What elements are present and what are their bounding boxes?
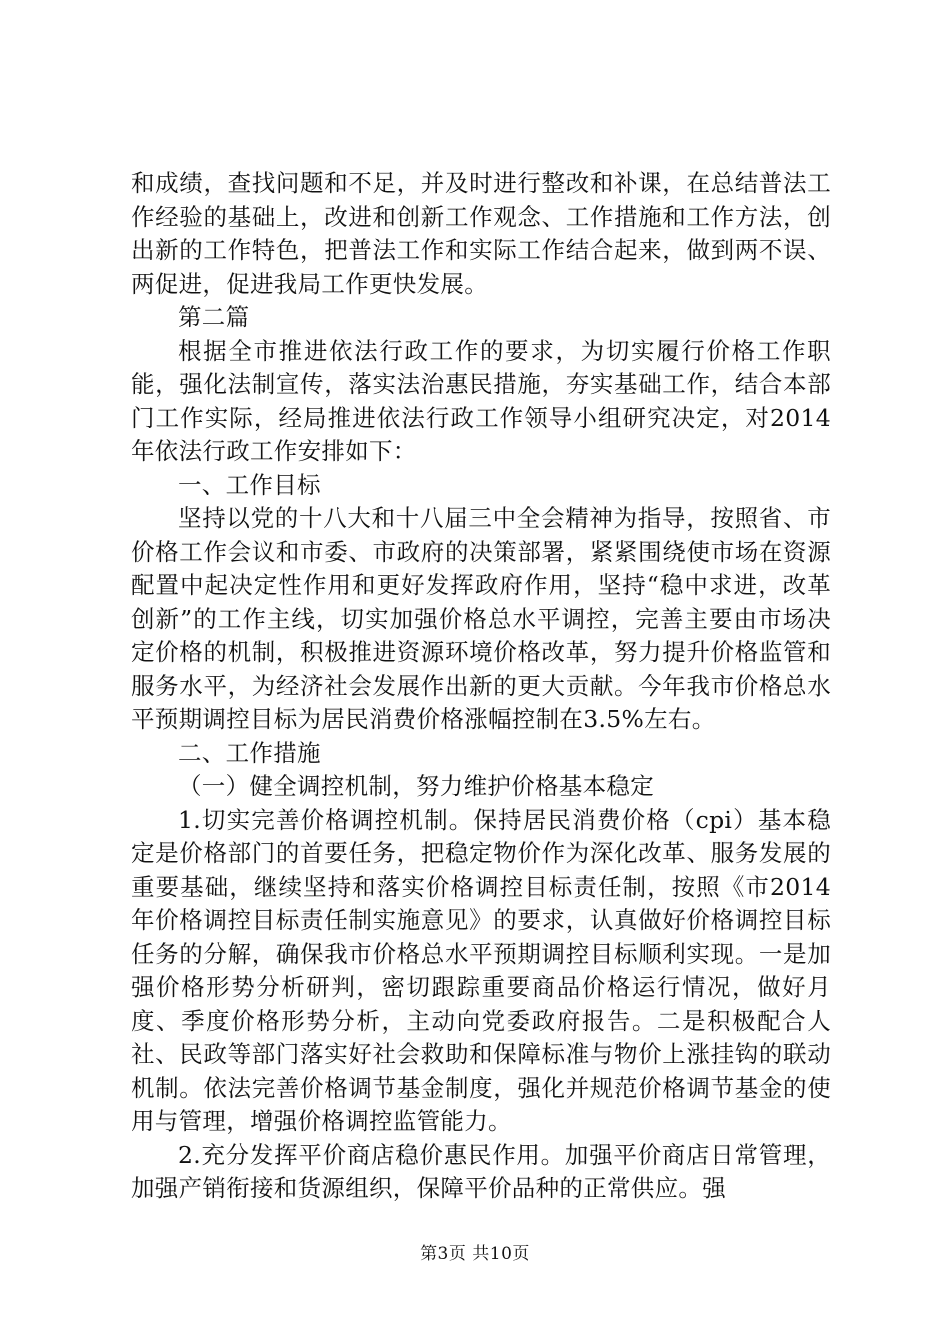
paragraph-measure-1: 1.切实完善价格调控机制。保持居民消费价格（cpi）基本稳定是价格部门的首要任务，把稳定物价作为深化改革、服务发展的重要基础，继续坚持和落实价格调控目标责任制，按照《市2014年价格调控目标责任制实施意见》的要求，认真做好价格调控目标任务的分解，确保我市价格总水平预期调控目标顺利实现。一是加强价格形势分析研判，密切跟踪重要商品价格运行情况，做好月度、季度价格形势分析，主动向党委政府报告。二是积极配合人社、民政等部门落实好社会救助和保障标准与物价上涨挂钩的联动机制。依法完善价格调节基金制度，强化并规范价格调节基金的使用与管理，增强价格调控监管能力。 [131,805,831,1135]
document-body [131,167,831,1206]
heading-work-measures: 二、工作措施 [178,738,321,767]
section-heading-part-two: 第二篇 [178,303,250,331]
paragraph-continuation: 和成绩，查找问题和不足，并及时进行整改和补课，在总结普法工作经验的基础上，改进和创新工作观念、工作措施和工作方法，创出新的工作特色，把普法工作和实际工作结合起来，做到两不误、两促进，促进我局工作更快发展。 [131,169,831,298]
paragraph-measure-2: 2.充分发挥平价商店稳价惠民作用。加强平价商店日常管理，加强产销衔接和货源组织，保障平价品种的正常供应。强 [131,1140,831,1202]
paragraph-intro: 根据全市推进依法行政工作的要求，为切实履行价格工作职能，强化法制宣传，落实法治惠民措施，夯实基础工作，结合本部门工作实际，经局推进依法行政工作领导小组研究决定，对2014年依法行政工作安排如下： [131,336,831,465]
subheading-regulation-mechanism: （一）健全调控机制，努力维护价格基本稳定 [178,772,654,800]
paragraph-work-goals: 坚持以党的十八大和十八届三中全会精神为指导，按照省、市价格工作会议和市委、市政府的决策部署，紧紧围绕使市场在资源配置中起决定性作用和更好发挥政府作用，坚持“稳中求进，改革创新”的工作主线，切实加强价格总水平调控，完善主要由市场决定价格的机制，积极推进资源环境价格改革，努力提升价格监管和服务水平，为经济社会发展作出新的更大贡献。今年我市价格总水平预期调控目标为居民消费价格涨幅控制在3.5%左右。 [131,504,831,733]
page-number-footer: 第3页 共10页 [420,1244,530,1264]
heading-work-goals: 一、工作目标 [178,470,321,499]
